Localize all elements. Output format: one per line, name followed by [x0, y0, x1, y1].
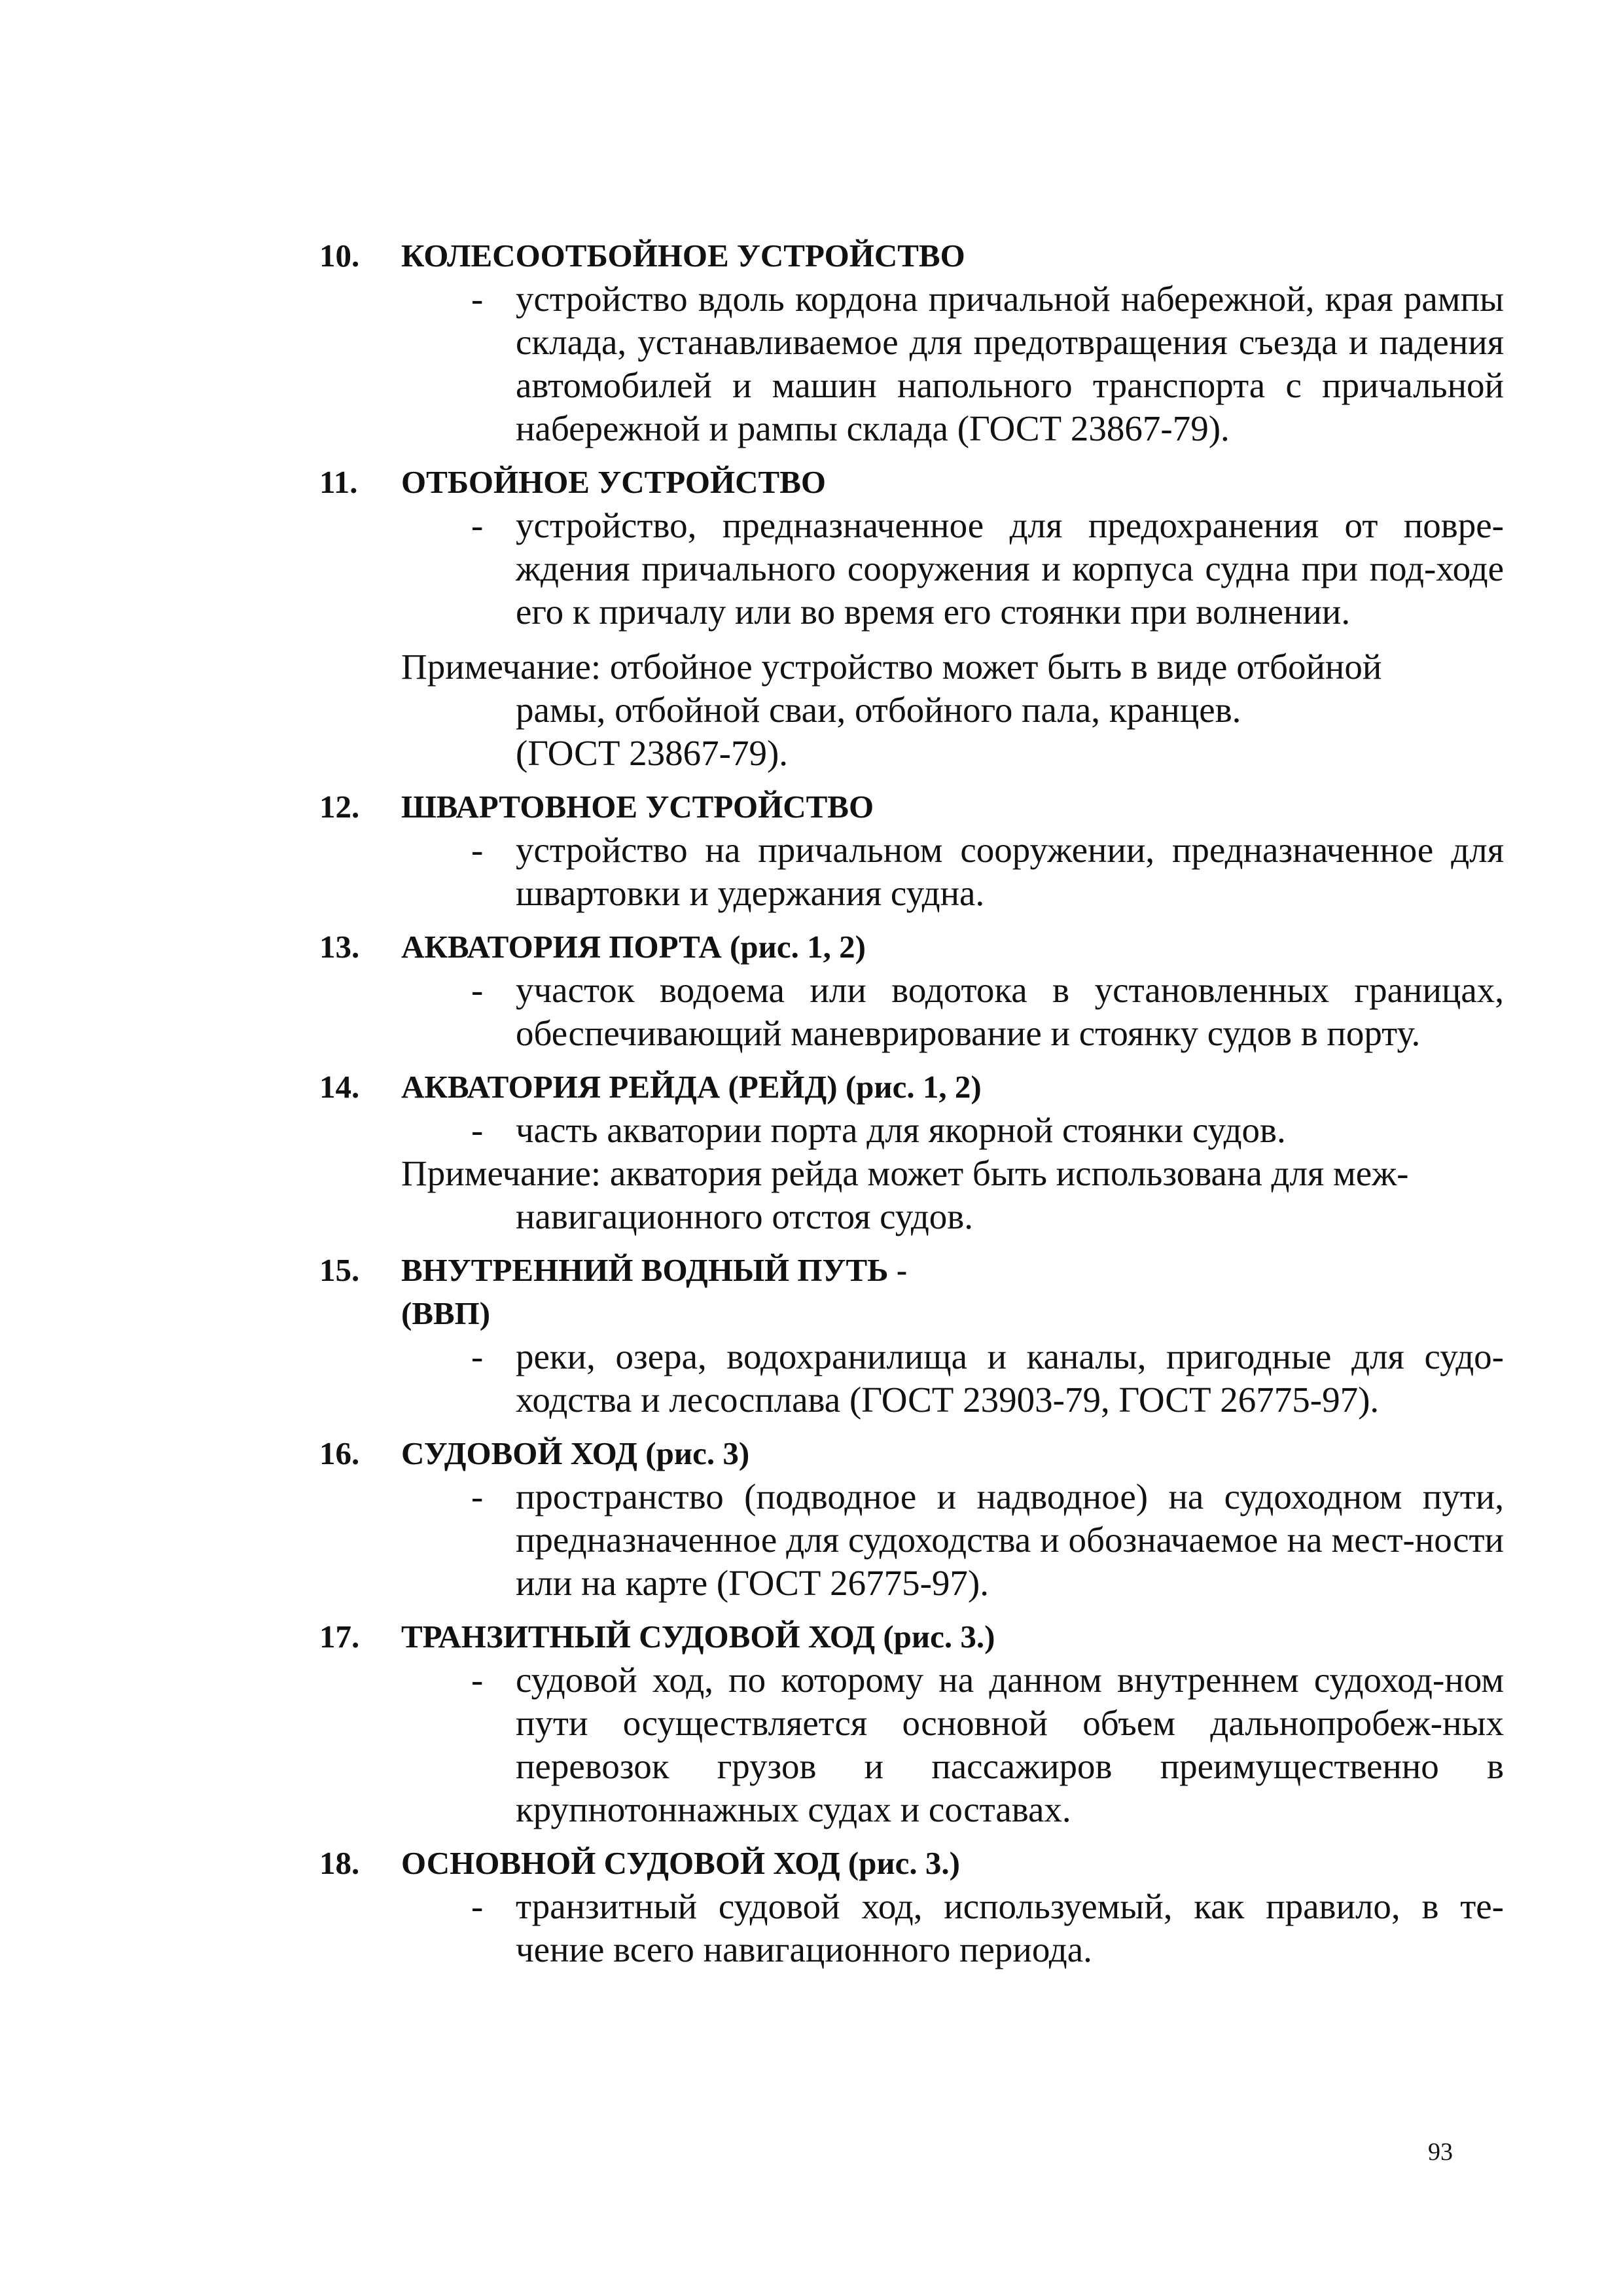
term-title: ОСНОВНОЙ СУДОВОЙ ХОД (рис. 3.) [401, 1845, 960, 1881]
term-10 [319, 234, 1504, 450]
term-definition [471, 1335, 1504, 1422]
definition-dash: - [471, 1110, 484, 1150]
terms-list [319, 234, 1504, 1982]
term-title: АКВАТОРИЯ РЕЙДА (РЕЙД) (рис. 1, 2) [401, 1069, 982, 1105]
definition-text: реки, озера, водохранилища и каналы, пригодные для судо-ходства и лесосплава (ГОСТ 23903-79, ГОСТ 26775-97). [516, 1336, 1504, 1420]
term-number: 11. [319, 464, 358, 500]
term-note [401, 645, 1504, 775]
note-first-line: Примечание: отбойное устройство может быть в виде отбойной [401, 647, 1382, 687]
definition-dash: - [471, 279, 484, 319]
term-heading [319, 234, 1504, 278]
term-definition [471, 969, 1504, 1055]
term-number: 14. [319, 1069, 360, 1105]
term-heading [319, 1842, 1504, 1885]
note-line: (ГОСТ 23867-79). [516, 733, 789, 773]
term-heading [319, 785, 1504, 829]
term-definition [471, 829, 1504, 915]
term-13 [319, 925, 1504, 1055]
term-title: ОТБОЙНОЕ УСТРОЙСТВО [401, 464, 827, 500]
definition-text: устройство вдоль кордона причальной набережной, края рампы склада, устанавливаемое для предотвращения съезда и падения автомобилей и машин напольного транспорта с причальной набережной и рампы склада (ГОСТ 23867-79). [516, 279, 1504, 448]
page-number: 93 [1428, 2138, 1453, 2166]
term-title: ТРАНЗИТНЫЙ СУДОВОЙ ХОД (рис. 3.) [401, 1619, 995, 1655]
definition-text: устройство на причальном сооружении, предназначенное для швартовки и удержания судна. [516, 830, 1504, 913]
term-title: АКВАТОРИЯ ПОРТА (рис. 1, 2) [401, 929, 866, 965]
term-title: КОЛЕСООТБОЙНОЕ УСТРОЙСТВО [401, 238, 965, 274]
definition-dash: - [471, 830, 484, 870]
term-heading [319, 1432, 1504, 1475]
term-heading [319, 925, 1504, 969]
definition-text: часть акватории порта для якорной стоянки судов. [516, 1110, 1286, 1150]
definition-dash: - [471, 1660, 484, 1700]
term-heading [319, 1066, 1504, 1109]
definition-dash: - [471, 970, 484, 1010]
term-number: 10. [319, 238, 360, 274]
term-definition [471, 1475, 1504, 1605]
term-title-continued: (ВВП) [401, 1295, 491, 1331]
note-line: навигационного отстоя судов. [516, 1196, 974, 1236]
term-title: СУДОВОЙ ХОД (рис. 3) [401, 1435, 750, 1471]
term-definition [471, 1109, 1504, 1152]
term-heading [319, 461, 1504, 504]
term-11 [319, 461, 1504, 775]
term-number: 18. [319, 1845, 360, 1881]
term-14 [319, 1066, 1504, 1238]
definition-text: транзитный судовой ход, используемый, как правило, в те-чение всего навигационного периода. [516, 1886, 1504, 1969]
definition-text: устройство, предназначенное для предохранения от повре-ждения причального сооружения и корпуса судна при под-ходе его к причалу или во время его стоянки при волнении. [516, 505, 1504, 632]
definition-dash: - [471, 1336, 484, 1376]
term-definition [471, 1659, 1504, 1831]
definition-dash: - [471, 505, 484, 545]
definition-text: судовой ход, по которому на данном внутреннем судоход-ном пути осуществляется основной объем дальнопробеж-ных перевозок грузов и пассажиров преимущественно в крупнотоннажных судах и составах. [516, 1660, 1504, 1829]
term-heading [319, 1249, 1504, 1335]
term-title: ШВАРТОВНОЕ УСТРОЙСТВО [401, 789, 874, 825]
definition-text: участок водоема или водотока в установленных границах, обеспечивающий маневрирование и стоянку судов в порту. [516, 970, 1504, 1053]
term-12 [319, 785, 1504, 915]
term-number: 16. [319, 1435, 360, 1471]
term-16 [319, 1432, 1504, 1605]
definition-dash: - [471, 1886, 484, 1926]
term-15 [319, 1249, 1504, 1422]
term-note [401, 1152, 1504, 1238]
term-heading [319, 1615, 1504, 1659]
term-definition [471, 278, 1504, 450]
term-definition [471, 504, 1504, 634]
term-17 [319, 1615, 1504, 1831]
term-title: ВНУТРЕННИЙ ВОДНЫЙ ПУТЬ - [401, 1252, 908, 1288]
term-number: 17. [319, 1619, 360, 1655]
term-number: 13. [319, 929, 360, 965]
term-number: 12. [319, 789, 360, 825]
definition-dash: - [471, 1477, 484, 1516]
term-18 [319, 1842, 1504, 1971]
note-line: рамы, отбойной сваи, отбойного пала, кранцев. [516, 690, 1241, 730]
definition-text: пространство (подводное и надводное) на судоходном пути, предназначенное для судоходства и обозначаемое на мест-ности или на карте (ГОСТ 26775-97). [516, 1477, 1504, 1603]
note-first-line: Примечание: акватория рейда может быть использована для меж- [401, 1153, 1409, 1193]
term-definition [471, 1885, 1504, 1971]
term-number: 15. [319, 1252, 360, 1288]
